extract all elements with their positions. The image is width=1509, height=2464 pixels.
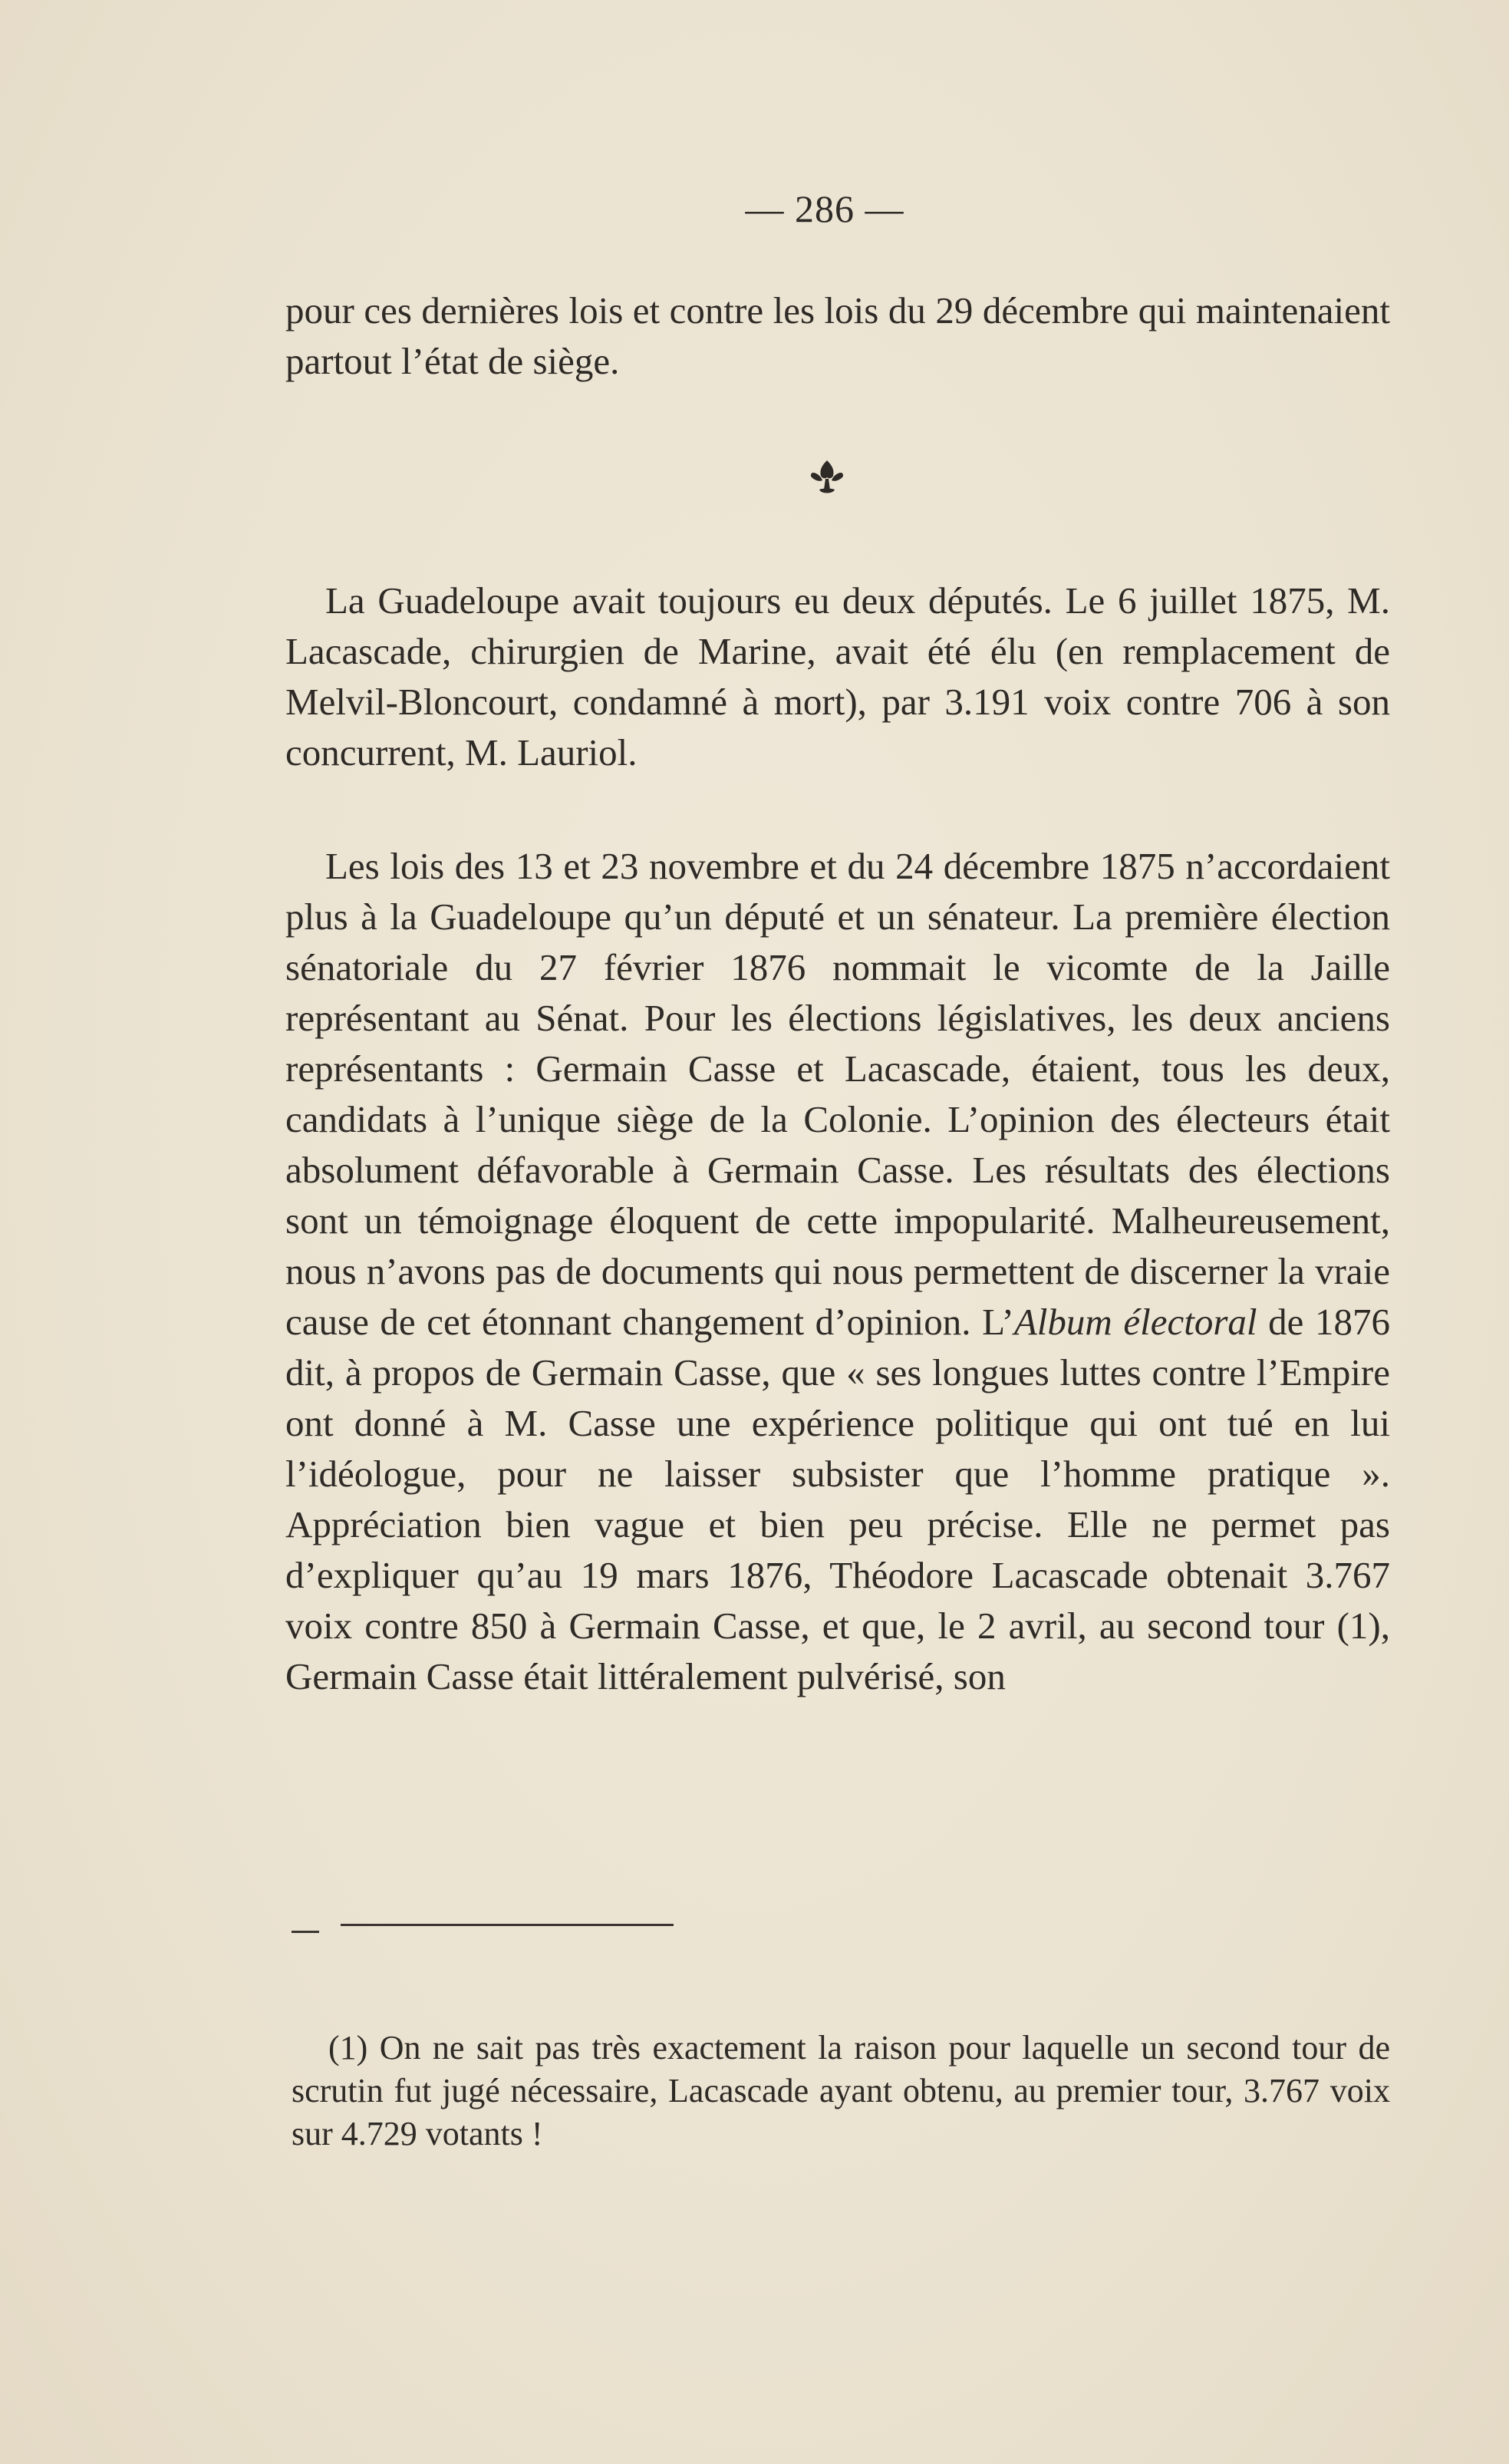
footnote: (1) On ne sait pas très exactement la raison pour laquelle un second tour de scrutin fut jugé nécessaire, Lacascade ayant obtenu, au premier tour, 3.767 voix sur 4.729 votants ! <box>292 2029 1390 2152</box>
page-number: — 286 — <box>745 187 904 230</box>
footnote-separator <box>341 1924 674 1926</box>
paragraph-3-text: Les lois des 13 et 23 novembre et du 24 décembre 1875 n’accordaient plus à la Guadeloupe qu’un député et un sénateur. La première élection sénatoriale du 27 février 1876 nommait le vicomte de la Jaille représentant au Sénat. Pour les élections législatives, les deux anciens représentants : Germain Casse et Lacascade, étaient, tous les deux, candidats à l’unique siège de la Colonie. L’opinion des électeurs était absolument défavorable à Germain Casse. Les résultats des élections sont un témoignage éloquent de cette impopularité. Malheureusement, nous n’avons pas de documents qui nous permettent de discerner la vraie cause de cet étonnant changement d’opinion. L’ <box>285 845 1390 1343</box>
italic-title: Album électoral <box>1013 1301 1257 1343</box>
paragraph-1: pour ces dernières lois et contre les lois du 29 décembre qui maintenaient partout l’état de siège. <box>285 289 1390 382</box>
paragraph-block <box>285 576 1390 778</box>
fleuron-icon <box>806 456 848 499</box>
paragraph-block <box>285 841 1390 1702</box>
paragraph-3 <box>285 841 1390 1702</box>
footnote-dash <box>292 1931 319 1933</box>
paragraph-2: La Guadeloupe avait toujours eu deux députés. Le 6 juillet 1875, M. Lacascade, chirurgien de Marine, avait été élu (en remplacement de Melvil-Bloncourt, condamné à mort), par 3.191 voix contre 706 à son concurrent, M. Lauriol. <box>285 579 1390 774</box>
paragraph-3-text-continued: de 1876 dit, à propos de Germain Casse, que « ses longues luttes contre l’Empire ont donné à M. Casse une expérience politique qui ont tué en lui l’idéologue, pour ne laisser subsister que l’homme pratique ». Appréciation bien vague et bien peu précise. Elle ne permet pas d’expliquer qu’au 19 mars 1876, Théodore Lacascade obtenait 3.767 voix contre 850 à Germain Casse, et que, le 2 avril, au second tour (1), Germain Casse était littéralement pulvérisé, son <box>285 1301 1390 1697</box>
paragraph-continuation <box>285 285 1390 387</box>
